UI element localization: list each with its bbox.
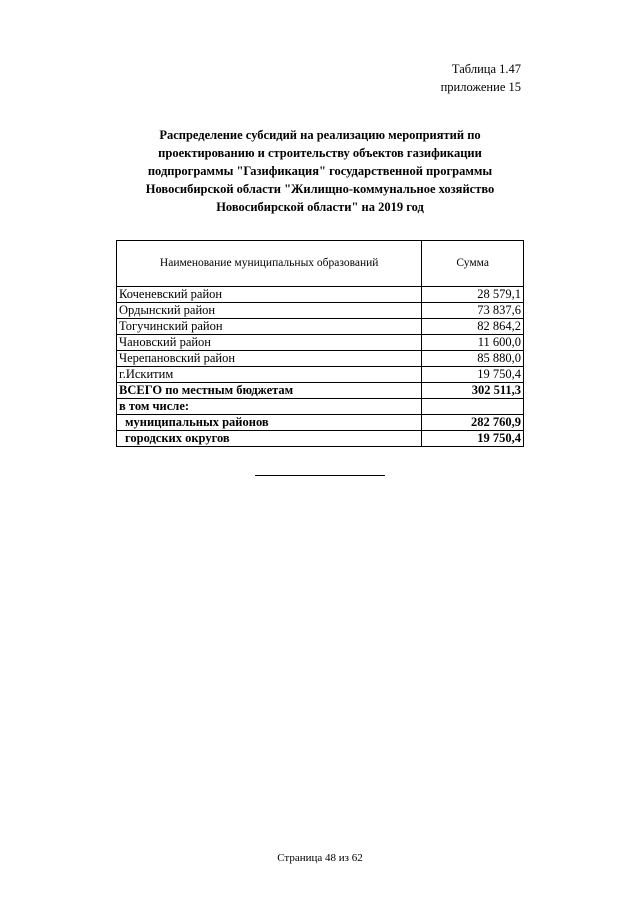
city-districts-label: городских округов [117, 431, 422, 447]
row-value: 85 880,0 [422, 351, 524, 367]
subsidy-table [116, 240, 524, 447]
table-row [117, 367, 524, 383]
row-value: 73 837,6 [422, 303, 524, 319]
row-value: 82 864,2 [422, 319, 524, 335]
including-value [422, 399, 524, 415]
city-districts-row [117, 431, 524, 447]
row-name: Тогучинский район [117, 319, 422, 335]
row-name: г.Искитим [117, 367, 422, 383]
row-name: Черепановский район [117, 351, 422, 367]
districts-row [117, 415, 524, 431]
table-number-label: Таблица 1.47 [451, 62, 521, 76]
table-row [117, 287, 524, 303]
row-value: 19 750,4 [422, 367, 524, 383]
title-line: подпрограммы "Газификация" государственной программы [147, 164, 493, 178]
row-name: Чановский район [117, 335, 422, 351]
title-line: проектированию и строительству объектов газификации [158, 146, 482, 160]
row-value: 11 600,0 [422, 335, 524, 351]
column-header-sum: Сумма [422, 241, 524, 287]
column-header-name: Наименование муниципальных образований [117, 241, 422, 287]
title-line: Распределение субсидий на реализацию мероприятий по [159, 128, 481, 142]
total-value: 302 511,3 [422, 383, 524, 399]
table-row [117, 319, 524, 335]
table-header [441, 60, 521, 96]
title-line: Новосибирской области" на 2019 год [216, 200, 424, 214]
city-districts-value: 19 750,4 [422, 431, 524, 447]
table-row [117, 303, 524, 319]
including-label: в том числе: [117, 399, 422, 415]
total-label: ВСЕГО по местным бюджетам [117, 383, 422, 399]
appendix-label: приложение 15 [440, 80, 521, 94]
row-name: Коченевский район [117, 287, 422, 303]
document-title [116, 126, 524, 216]
row-name: Ордынский район [117, 303, 422, 319]
page-footer: Страница 48 из 62 [277, 852, 363, 864]
table-header-row [117, 241, 524, 287]
title-line: Новосибирской области "Жилищно-коммунальное хозяйство [145, 182, 495, 196]
districts-value: 282 760,9 [422, 415, 524, 431]
table-row [117, 351, 524, 367]
table-row [117, 335, 524, 351]
row-value: 28 579,1 [422, 287, 524, 303]
divider-line [255, 475, 385, 476]
including-row [117, 399, 524, 415]
total-row [117, 383, 524, 399]
districts-label: муниципальных районов [117, 415, 422, 431]
